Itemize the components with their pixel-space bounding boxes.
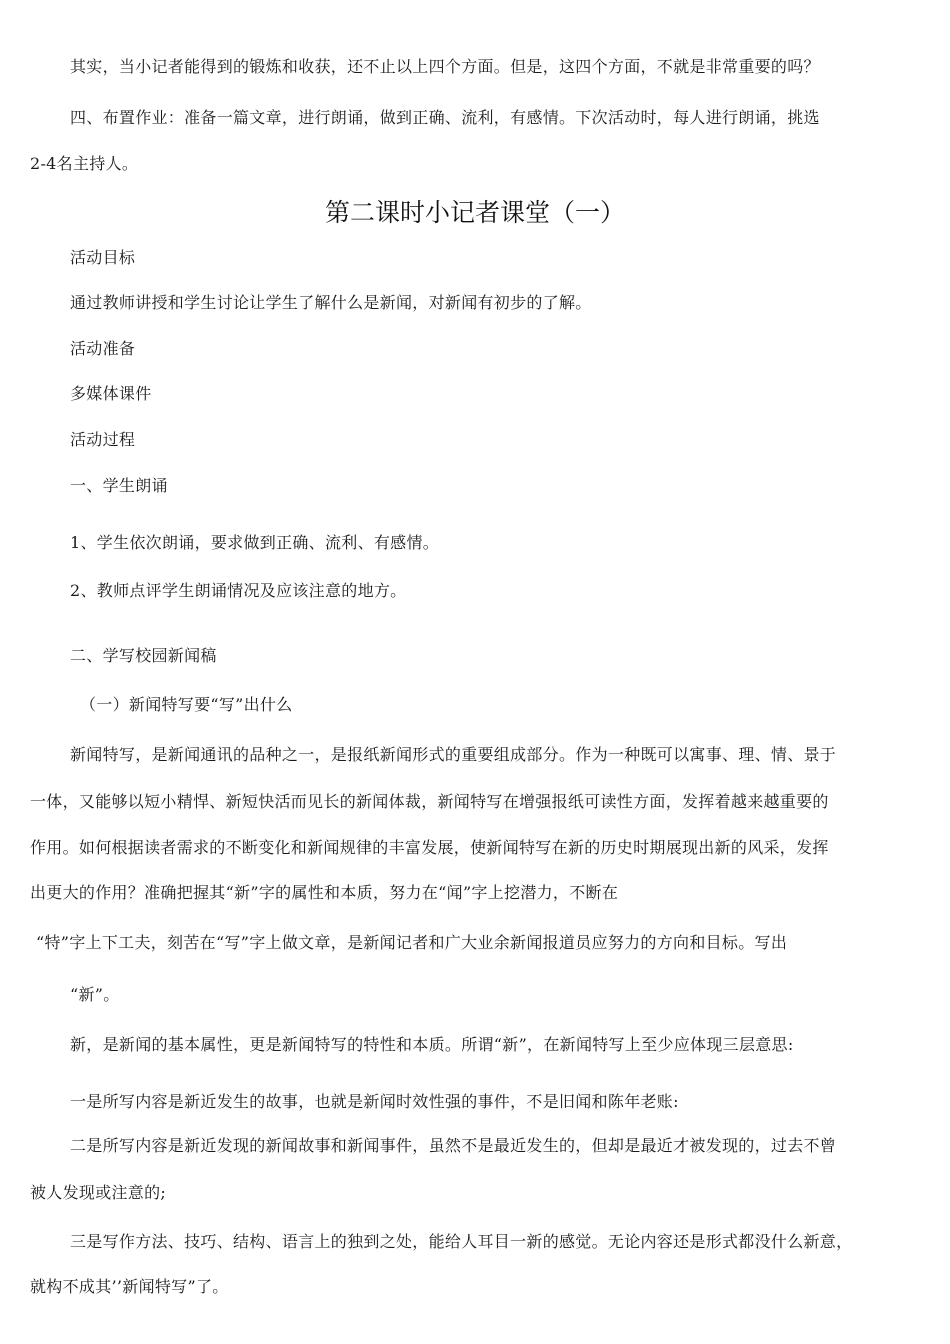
novelty-paragraph: 新，是新闻的基本属性，更是新闻特写的特性和本质。所谓“新”，在新闻特写上至少应体现三层意思: xyxy=(70,1035,794,1054)
section-2-heading: 二、学写校园新闻稿 xyxy=(70,646,217,665)
prep-heading: 活动准备 xyxy=(70,339,136,358)
point-3-line-2: 就构不成其’’新闻特写”了。 xyxy=(30,1277,229,1296)
homework-line-1: 四、布置作业：准备一篇文章，进行朗诵，做到正确、流利，有感情。下次活动时，每人进行朗诵，挑选 xyxy=(70,108,820,127)
section-2-subheading: （一）新闻特写要“写”出什么 xyxy=(80,695,293,714)
page-title: 第二课时小记者课堂（一） xyxy=(324,198,625,227)
goal-heading: 活动目标 xyxy=(70,248,136,267)
feature-paragraph-line-4: 出更大的作用？准确把握其“新”字的属性和本质，努力在“闻”字上挖潜力，不断在 xyxy=(30,883,619,902)
feature-paragraph-line-5: “特”字上下工夫，刻苦在“写”字上做文章，是新闻记者和广大业余新闻报道员应努力的方向和目标。写出 xyxy=(36,933,788,952)
point-2-line-2: 被人发现或注意的; xyxy=(30,1183,167,1202)
point-1: 一是所写内容是新近发生的故事，也就是新闻时效性强的事件，不是旧闻和陈年老账: xyxy=(70,1092,679,1111)
feature-paragraph-line-3: 作用。如何根据读者需求的不断变化和新闻规律的丰富发展，使新闻特写在新的历史时期展现出新的风采，发挥 xyxy=(30,838,829,857)
goal-text: 通过教师讲授和学生讨论让学生了解什么是新闻，对新闻有初步的了解。 xyxy=(70,293,592,312)
point-3-line-1: 三是写作方法、技巧、结构、语言上的独到之处，能给人耳目一新的感觉。无论内容还是形式都没什么新意， xyxy=(70,1232,853,1251)
prep-text: 多媒体课件 xyxy=(70,384,152,403)
point-2-line-1: 二是所写内容是新近发现的新闻故事和新闻事件，虽然不是最近发生的，但却是最近才被发现的，过去不曾 xyxy=(70,1136,837,1155)
feature-paragraph-line-1: 新闻特写，是新闻通讯的品种之一，是报纸新闻形式的重要组成部分。作为一种既可以寓事、理、情、景于 xyxy=(70,745,837,764)
section-1-heading: 一、学生朗诵 xyxy=(70,476,168,495)
section-1-item-1: 1、学生依次朗诵，要求做到正确、流利、有感情。 xyxy=(70,533,440,552)
feature-paragraph-line-6: “新”。 xyxy=(70,985,120,1004)
section-1-item-2: 2、教师点评学生朗诵情况及应该注意的地方。 xyxy=(70,581,407,600)
homework-line-2: 2-4名主持人。 xyxy=(30,154,139,173)
feature-paragraph-line-2: 一体，又能够以短小精悍、新短快活而见长的新闻体裁，新闻特写在增强报纸可读性方面，发挥着越来越重要的 xyxy=(30,792,829,811)
paragraph-conclusion: 其实，当小记者能得到的锻炼和收获，还不止以上四个方面。但是，这四个方面，不就是非常重要的吗？ xyxy=(70,57,820,76)
process-heading: 活动过程 xyxy=(70,430,136,449)
